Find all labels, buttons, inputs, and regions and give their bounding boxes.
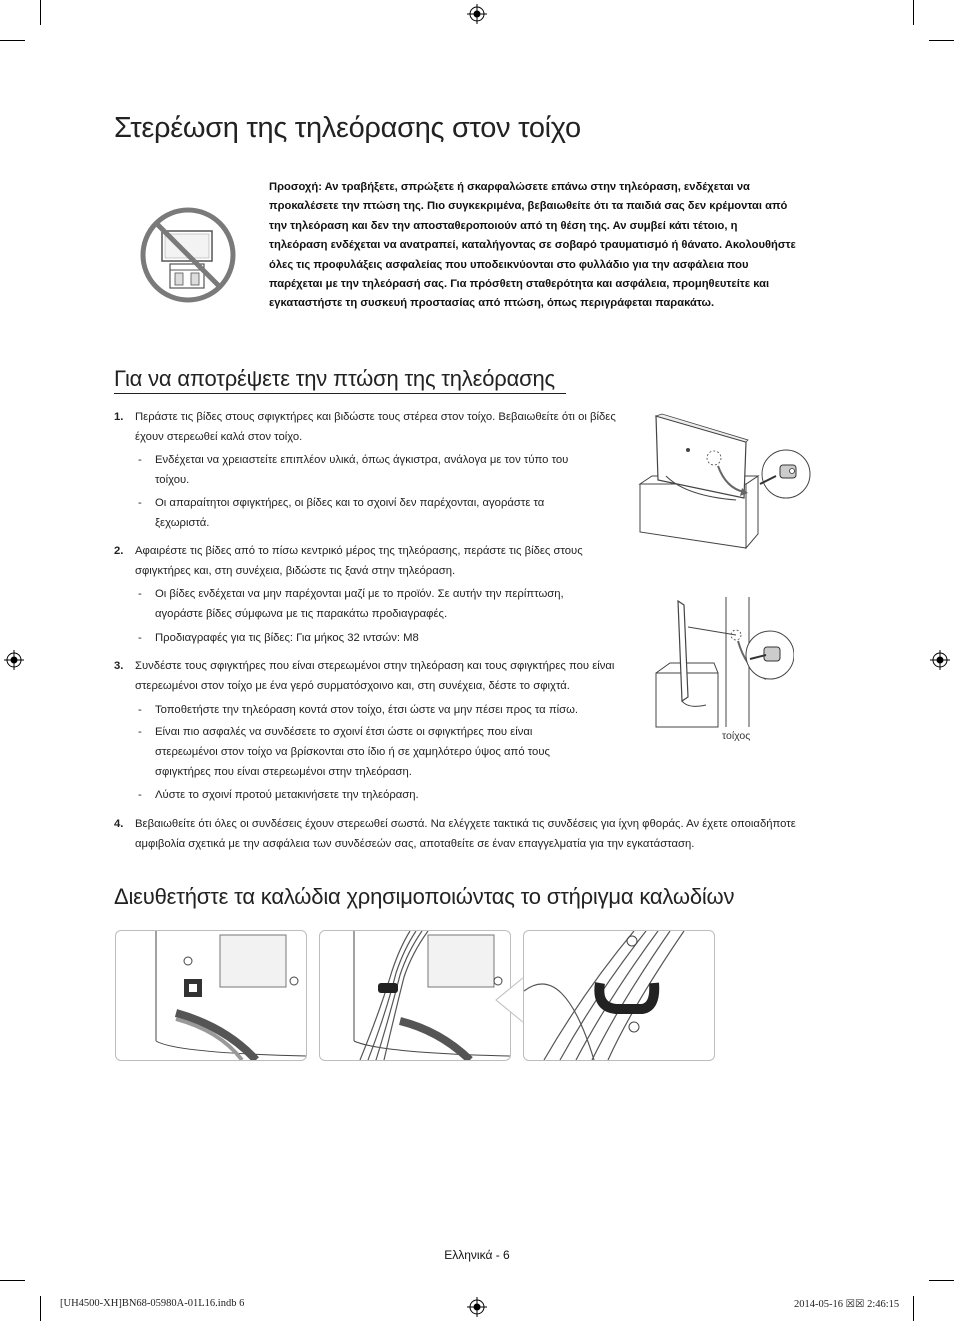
crop-mark: [913, 0, 914, 25]
note-text: Οι βίδες ενδέχεται να μην παρέχονται μαζί με το προϊόν. Σε αυτήν την περίπτωση, αγοράστε βίδες σύμφωνα με τις παρακάτω προδιαγραφές.: [155, 588, 564, 620]
crop-mark: [0, 1280, 25, 1281]
zoom-pointer-icon: [494, 975, 526, 1025]
note-text: Ενδέχεται να χρειαστείτε επιπλέον υλικά, όπως άγκιστρα, ανάλογα με τον τύπο του τοίχου.: [155, 454, 569, 486]
step-number: 4.: [114, 818, 124, 830]
wall-caption: τοίχος: [722, 730, 751, 742]
note-text: Είναι πιο ασφαλές να συνδέσετε το σχοινί έτσι ώστε οι σφιγκτήρες που είναι στερεωμένοι στον τοίχο να βρίσκονται στο ίδιο ή σε χαμηλότερο ύψος από τους σφιγκτήρες που είναι στερεωμένοι στην τηλεόραση.: [155, 726, 550, 778]
crop-mark: [40, 0, 41, 25]
step-text: Αφαιρέστε τις βίδες από το πίσω κεντρικό μέρος της τηλεόρασης, περάστε τις βίδες στους σφιγκτήρες και, στη συνέχεια, βιδώστε τις ξανά στην τηλεόραση.: [135, 545, 583, 577]
cable-holder-panel-3: [523, 930, 715, 1061]
note-text: Τοποθετήστε την τηλεόραση κοντά στον τοίχο, έτσι ώστε να μην πέσει προς τα πίσω.: [155, 704, 579, 716]
section-heading-cable-holder: Διευθετήστε τα καλώδια χρησιμοποιώντας το στήριγμα καλωδίων: [114, 884, 735, 909]
registration-mark-icon: [4, 650, 24, 670]
crop-mark: [40, 1296, 41, 1321]
page-number: Ελληνικά - 6: [444, 1248, 510, 1262]
safety-warning-text: Προσοχή: Αν τραβήξετε, σπρώξετε ή σκαρφαλώσετε επάνω στην τηλεόραση, ενδέχεται να προκαλέσετε την πτώση της. Πιο συγκεκριμένα, βεβαιωθείτε ότι τα παιδιά σας δεν κρέμονται από την τηλεόραση και δεν την αποσταθεροποιούν από τη θέση της. Αν συμβεί κάτι τέτοιο, η τηλεόραση ενδέχεται να ανατραπεί, καταλήγοντας σε σοβαρό τραυματισμό ή θάνατο. Ακολουθήστε όλες τις προφυλάξεις ασφαλείας που υποδεικνύονται στο φυλλάδιο για την ασφάλεια που παρέχεται με την τηλεόρασή σας. Για πρόσθετη σταθερότητα και ασφάλεια, προμηθευτείτε και εγκαταστήστε τη συσκευή προστασίας από πτώση, όπως περιγράφεται παρακάτω.: [269, 181, 796, 310]
registration-mark-icon: [930, 650, 950, 670]
section-heading-prevent-fall: Για να αποτρέψετε την πτώση της τηλεόρασης: [114, 366, 555, 391]
crop-mark: [0, 40, 25, 41]
crop-mark: [929, 40, 954, 41]
note-text: Προδιαγραφές για τις βίδες: Για μήκος 32 ιντσών: M8: [155, 632, 419, 644]
step-number: 2.: [114, 545, 124, 557]
step-text: Περάστε τις βίδες στους σφιγκτήρες και βιδώστε τους στέρεα στον τοίχο. Βεβαιωθείτε ότι οι βίδες έχουν στερεωθεί καλά στον τοίχο.: [135, 411, 616, 443]
cable-holder-panel-2: [319, 930, 511, 1061]
step-text: Βεβαιωθείτε ότι όλες οι συνδέσεις έχουν στερεωθεί σωστά. Να ελέγχετε τακτικά τις συνδέσεις για ίχνη φθοράς. Αν έχετε οποιαδήποτε αμφιβολία σχετικά με την ασφάλεια των συνδέσεών σας, αποταθείτε σε έναν επαγγελματία για την εγκατάσταση.: [135, 818, 796, 850]
registration-mark-icon: [467, 1297, 487, 1317]
step-number: 3.: [114, 660, 124, 672]
step-number: 1.: [114, 411, 124, 423]
heading-underline: [114, 393, 566, 394]
print-slug-file: [UH4500-XH]BN68-05980A-01L16.indb 6: [60, 1298, 245, 1309]
step-text: Συνδέστε τους σφιγκτήρες που είναι στερεωμένοι στην τηλεόραση και τους σφιγκτήρες που είναι στερεωμένοι στον τοίχο με ένα γερό συρματόσχοινο και, στη συνέχεια, δέστε το σφιχτά.: [135, 660, 615, 692]
page-title: Στερέωση της τηλεόρασης στον τοίχο: [114, 112, 581, 144]
crop-mark: [913, 1296, 914, 1321]
cable-holder-panel-1: [115, 930, 307, 1061]
crop-mark: [929, 1280, 954, 1281]
registration-mark-icon: [467, 4, 487, 24]
note-text: Λύστε το σχοινί προτού μετακινήσετε την τηλεόραση.: [155, 789, 419, 801]
note-text: Οι απαραίτητοι σφιγκτήρες, οι βίδες και το σχοινί δεν παρέχονται, αγοράστε τα ξεχωριστά.: [155, 497, 545, 529]
tv-clamp-illustration: [636, 412, 814, 552]
wall-rope-illustration: [654, 597, 794, 729]
print-slug-date: 2014-05-16 ☒☒ 2:46:15: [794, 1299, 900, 1310]
no-climbing-tv-icon: [140, 207, 236, 303]
